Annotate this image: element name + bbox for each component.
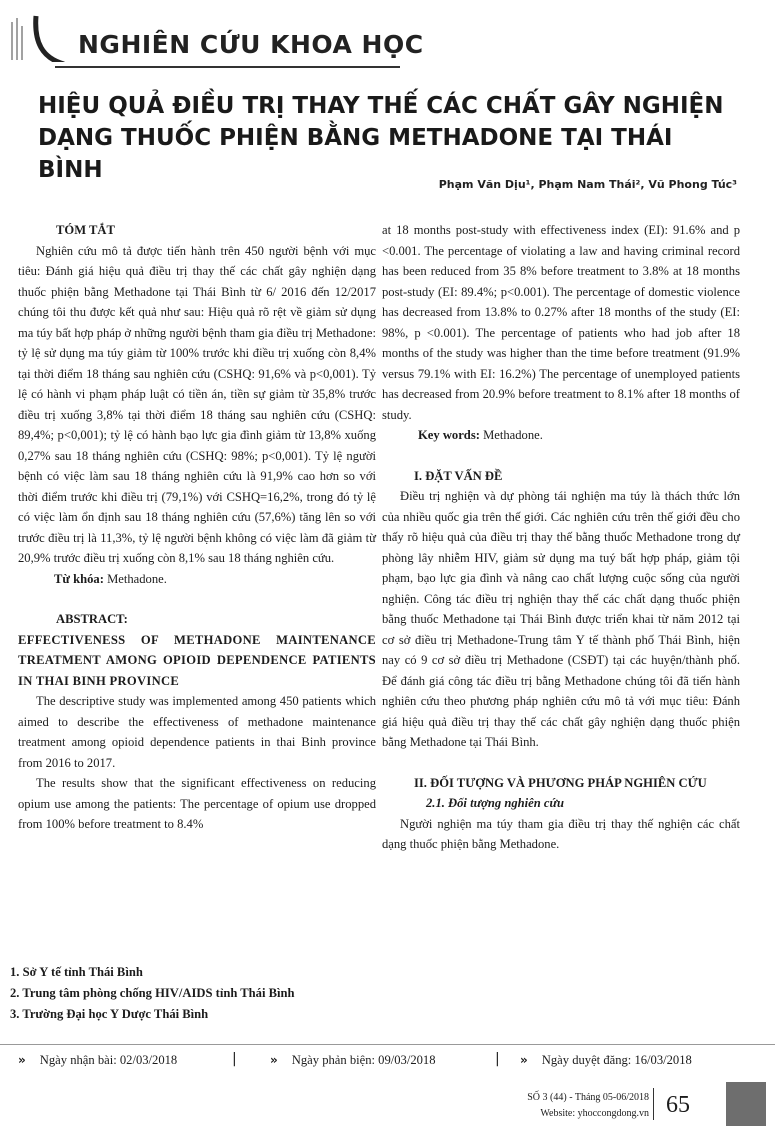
subsection-text: Người nghiện ma túy tham gia điều trị thay thế nghiện các chất dạng thuốc phiện bằng Methadone. — [382, 816, 740, 851]
vn-keywords — [18, 569, 376, 590]
right-column — [382, 220, 740, 855]
section-1-text: Điều trị nghiện và dự phòng tái nghiện ma túy là thách thức lớn của nhiều quốc gia trên thế giới. Các nghiên cứu trên thế giới đều cho thấy rõ hiệu quả của điều trị thay thế bằng thuốc Methadone trong dự phòng lây nhiễm HIV, giảm sử dụng ma tuý bất hợp pháp, giảm tội phạm, bạo lực gia đình và nâng cao chất lượng cuộc sống của người nghiện. Công tác điều trị nghiện thay thế các chất dạng thuốc phiện bằng thuốc Methadone tại Thái Bình được triển khai từ năm 2012 tại cơ sở điều trị Methadone-Trung tâm Y tế thành phố Thái Bình, hiện nay có 9 cơ sở điều trị Methadone (CSĐT) tại các huyện/thành phố. Để đánh giá công tác điều trị bằng Methadone chúng tôi đã tiến hành nghiên cứu theo phương pháp nghiên cứu mô tả với mục tiêu: Đánh giá hiệu quả điều trị thay thế các chất gây nghiện dạng thuốc phiện bằng Methadone tại Thái Bình. — [382, 489, 740, 749]
summary-heading: TÓM TẮT — [56, 223, 115, 237]
subsection-heading: 2.1. Đối tượng nghiên cứu — [426, 796, 565, 810]
page-number-divider — [653, 1088, 654, 1120]
affiliation-3: 3. Trường Đại học Y Dược Thái Bình — [10, 1007, 209, 1021]
header-rule — [55, 66, 400, 68]
dates-rule — [0, 1044, 775, 1045]
accepted-date-text: Ngày duyệt đăng: 16/03/2018 — [541, 1053, 692, 1067]
section-header — [0, 4, 775, 76]
page-number: 65 — [666, 1092, 690, 1118]
decorative-stripes-icon — [6, 12, 66, 62]
authors: Phạm Văn Dịu¹, Phạm Nam Thái², Vũ Phong Túc³ — [438, 178, 737, 191]
en-keywords-value: Methadone. — [483, 428, 543, 442]
chevron-right-icon: » — [270, 1053, 278, 1067]
vn-keywords-label: Từ khóa: — [54, 571, 104, 586]
en-keywords-label: Key words: — [418, 428, 480, 442]
chevron-right-icon: » — [520, 1053, 528, 1067]
affiliation-2: 2. Trung tâm phòng chống HIV/AIDS tỉnh Thái Bình — [10, 986, 295, 1000]
accepted-date — [520, 1053, 692, 1068]
section-2-heading: II. ĐỐI TƯỢNG VÀ PHƯƠNG PHÁP NGHIÊN CỨU — [414, 775, 707, 790]
page-footer — [0, 1080, 775, 1128]
summary-text: Nghiên cứu mô tả được tiến hành trên 450 người bệnh với mục tiêu: Đánh giá hiệu quả điều trị thay thế các chất gây nghiện dạng thuốc phiện bằng Methadone tại Thái Bình từ 6/ 2016 đến 12/2017 chúng tôi thu được kết quả như sau: Hiệu quả rõ rệt về giảm sử dụng ma túy bất hợp pháp ở những người bệnh tham gia điều trị Methadone: tỷ lệ sử dụng ma túy giảm từ 100% trước khi điều trị xuống còn 8,4% tại thời điểm 18 tháng sau nghiên cứu (CSHQ: 91,6% và p<0,001). Tỷ lệ có hành vi phạm pháp luật có tiền án, tiền sự giảm từ 35,8% trước điều trị xuống 3,8% tại thời điểm 18 tháng sau nghiên cứu (CSHQ: 89,4%; p<0,001); tỷ lệ có hành bạo lực gia đình giảm từ 13,8% xuống 0,27% sau 18 tháng nghiên cứu (CSHQ: 98%; p<0,001). Tỷ lệ người bệnh có việc làm sau 18 tháng nghiên cứu là 91,9% cao hơn so với thời điểm trước khi điều trị (79,1%) với CSHQ=16,2%, trong đó tỷ lệ có việc làm ổn định sau 18 tháng nghiên cứu (57,6%) tăng lên so với trước điều trị là 11,3%, tỷ lệ người bệnh không có việc làm đã giảm từ 20,9% trước điều trị xuống còn 8,1% sau 18 tháng nghiên cứu. — [18, 243, 376, 565]
vn-keywords-value: Methadone. — [107, 571, 167, 586]
abstract-continuation: at 18 months post-study with effectiveness index (EI): 91.6% and p <0.001. The percentage of violating a law and having criminal record has been reduced from 35 8% before treatment to 3.8% at 18 months post-study (EI: 89.4%; p<0.001). The percentage of domestic violence has decreased from 13.8% to 0.27% after 18 months of the study (EI: 98%, p <0.001). The percentage of patients who had job after 18 months of the study was higher than the time before treatment (91.9% versus 79.1% with EI: 16.2%) The percentage of unemployed patients has decreased from 20.9% before treatment to 8.1% after 18 months of study. — [382, 223, 740, 422]
article-title — [38, 90, 738, 186]
section-label: NGHIÊN CỨU KHOA HỌC — [78, 30, 424, 59]
issue-number: SỐ 3 (44) - Tháng 05-06/2018 — [527, 1092, 649, 1103]
en-keywords — [382, 425, 740, 446]
abstract-paragraph-1: The descriptive study was implemented among 450 patients which aimed to describe the effectiveness of methadone maintenance treatment among opioid dependence patients in thai Binh province from 2016 to 2017. — [18, 694, 376, 770]
chevron-right-icon: » — [18, 1053, 26, 1067]
abstract-heading: ABSTRACT: — [56, 612, 128, 626]
separator: | — [495, 1051, 500, 1067]
received-date — [18, 1053, 177, 1068]
issue-info — [527, 1090, 649, 1122]
affiliations — [10, 962, 430, 1025]
dates-bar — [0, 1050, 775, 1074]
article-title-line-1: HIỆU QUẢ ĐIỀU TRỊ THAY THẾ CÁC CHẤT GÂY NGHIỆN — [38, 93, 724, 119]
reviewed-date — [270, 1053, 436, 1068]
article-title-line-2: DẠNG THUỐC PHIỆN BẰNG METHADONE TẠI THÁI BÌNH — [38, 125, 673, 183]
separator: | — [232, 1051, 237, 1067]
reviewed-date-text: Ngày phản biện: 09/03/2018 — [291, 1053, 436, 1067]
corner-tab-icon — [726, 1082, 766, 1126]
abstract-paragraph-2: The results show that the significant effectiveness on reducing opium use among the patients: The percentage of opium use dropped from 100% before treatment to 8.4% — [18, 776, 376, 831]
section-1-heading: I. ĐẶT VẤN ĐỀ — [414, 468, 503, 483]
affiliation-1: 1. Sở Y tế tỉnh Thái Bình — [10, 965, 143, 979]
received-date-text: Ngày nhận bài: 02/03/2018 — [39, 1053, 178, 1067]
abstract-title: EFFECTIVENESS OF METHADONE MAINTENANCE TREATMENT AMONG OPIOID DEPENDENCE PATIENTS IN THAI BINH PROVINCE — [18, 632, 376, 688]
left-column — [18, 220, 376, 835]
website: Website: yhoccongdong.vn — [540, 1108, 649, 1119]
